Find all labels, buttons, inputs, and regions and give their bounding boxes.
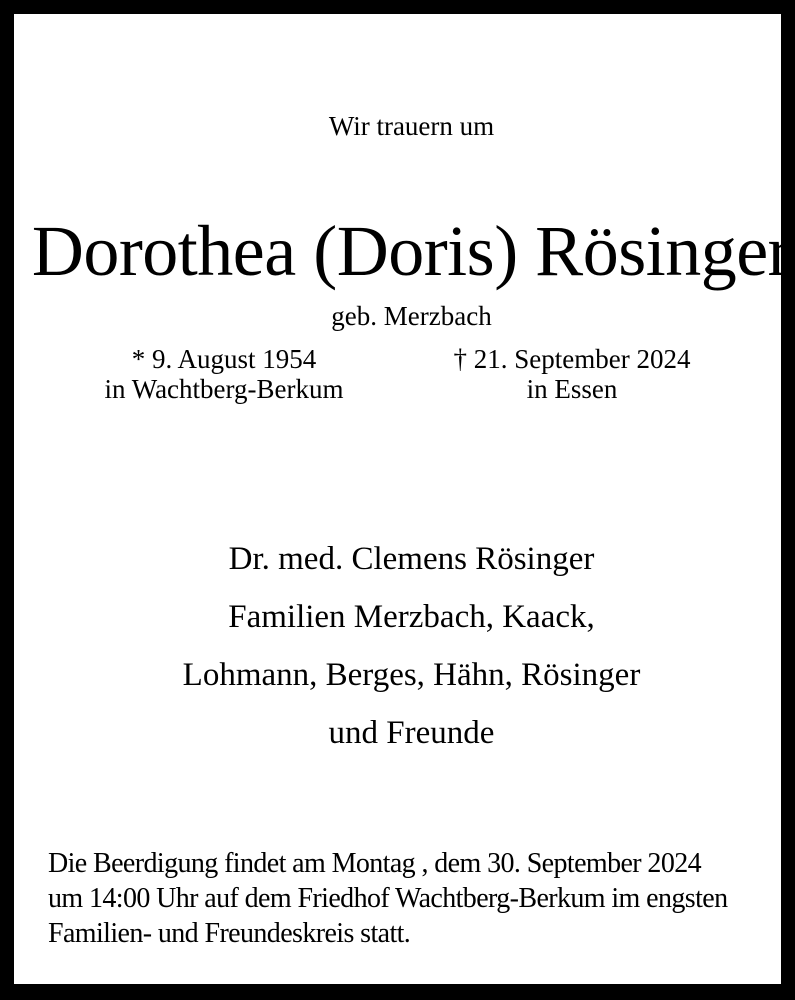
funeral-line: Die Beerdigung findet am Montag , dem 30. September 2024 bbox=[48, 848, 702, 879]
death-place: in Essen bbox=[526, 374, 618, 404]
funeral-line: Familien- und Freundeskreis statt. bbox=[48, 918, 411, 949]
mourner-line: und Freunde bbox=[328, 715, 495, 751]
death-info bbox=[422, 344, 722, 404]
mourners-list bbox=[14, 530, 795, 762]
deceased-name: Dorothea (Doris) Rösinger bbox=[31, 211, 792, 291]
mourner-line: Dr. med. Clemens Rösinger bbox=[228, 541, 595, 577]
intro-text: Wir trauern um bbox=[328, 111, 495, 141]
funeral-line: um 14:00 Uhr auf dem Friedhof Wachtberg-Berkum im engsten bbox=[48, 883, 728, 914]
birth-place: in Wachtberg-Berkum bbox=[104, 374, 344, 404]
mourner-line: Lohmann, Berges, Hähn, Rösinger bbox=[182, 657, 641, 693]
maiden-name: geb. Merzbach bbox=[331, 301, 492, 331]
death-date: † 21. September 2024 bbox=[453, 344, 691, 374]
mourner-line: Familien Merzbach, Kaack, bbox=[228, 599, 595, 635]
birth-date: * 9. August 1954 bbox=[131, 344, 317, 374]
funeral-details bbox=[48, 846, 788, 951]
birth-info bbox=[74, 344, 374, 404]
